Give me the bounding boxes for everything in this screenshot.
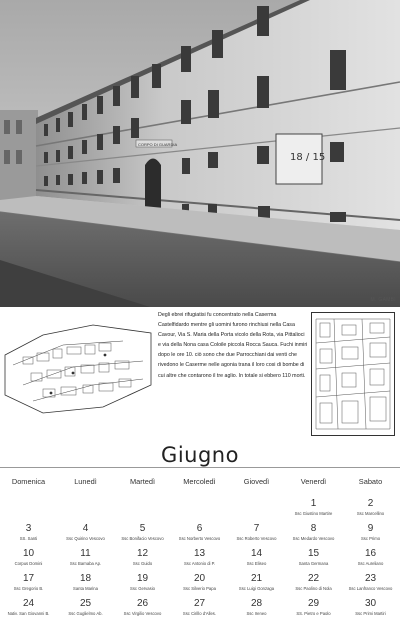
calendar-day-cell (0, 574, 57, 598)
barracks-building-image (0, 0, 400, 307)
saint-of-day: Ssc Silverio Papa (183, 586, 216, 591)
day-number: 11 (80, 548, 91, 559)
day-number: 28 (250, 598, 263, 609)
calendar-day-cell (57, 524, 114, 548)
day-number: 24 (22, 598, 35, 609)
city-map-right (311, 312, 395, 436)
map-and-caption-strip (0, 307, 400, 435)
door-sign-text: CORPO DI GUARDIA (138, 142, 178, 147)
saint-of-day: Ssc Virgilio Vescovo (123, 611, 162, 616)
saint-of-day: SS. Pietro e Paolo (296, 611, 331, 616)
day-number: 25 (79, 598, 92, 609)
day-number: 30 (364, 598, 377, 609)
day-number: 3 (25, 523, 32, 534)
calendar-day-cell (342, 549, 399, 573)
day-number: 4 (82, 523, 89, 534)
day-number: 26 (136, 598, 149, 609)
calendar-day-cell (342, 599, 399, 623)
saint-of-day: Ssc Gervasio (130, 586, 155, 591)
saint-of-day: Ssc Quirino Vescovo (66, 536, 105, 541)
day-number: 15 (307, 548, 320, 559)
weekday-header-row (0, 477, 400, 489)
calendar-day-cell (342, 499, 399, 523)
day-number: 29 (307, 598, 320, 609)
saint-of-day: Ssc Cirillo d'Alles. (182, 611, 217, 616)
calendar-day-cell (342, 524, 399, 548)
day-number: 5 (139, 523, 146, 534)
calendar-day-cell (171, 524, 228, 548)
saint-of-day: Santa Germana (298, 561, 329, 566)
day-number: 6 (196, 523, 203, 534)
day-number: 2 (367, 498, 374, 509)
weekday-label: Sabato (358, 477, 383, 486)
saint-of-day: Ssc Medardo Vescovo (292, 536, 335, 541)
saint-of-day: Ssc Luigi Gonzaga (238, 586, 275, 591)
day-number: 14 (250, 548, 263, 559)
day-number: 7 (253, 523, 260, 534)
day-number: 27 (193, 598, 206, 609)
calendar-day-cell (57, 549, 114, 573)
calendar-day-cell (114, 549, 171, 573)
calendar-day-cell (171, 574, 228, 598)
calendar-day-cell (285, 524, 342, 548)
calendar-day-cell (228, 549, 285, 573)
day-number: 16 (364, 548, 377, 559)
calendar-day-cell (114, 574, 171, 598)
saint-of-day: Ssc Guglielmo Ab. (68, 611, 103, 616)
weekday-label: Venerdì (300, 477, 327, 486)
saint-of-day: Santa Marina (73, 586, 98, 591)
calendar-day-cell (171, 599, 228, 623)
saint-of-day: Ssc Norberto Vescovo (178, 536, 221, 541)
saint-of-day: Nativ. San Giovanni B. (7, 611, 50, 616)
saint-of-day: Corpus Domini (14, 561, 43, 566)
saint-of-day: Ssc Antonio di P. (183, 561, 216, 566)
day-number: 19 (136, 573, 149, 584)
saint-of-day: Ssc Gregorio B. (13, 586, 44, 591)
month-title: Giugno (161, 443, 239, 467)
caption-paragraph: Degli ebrei rifugiatisi fu concentrato nella Caserma Castelfidardo mentre gli uomini furono rinchiusi nella Casa Cavour, Via S. Maria della Porta vicolo della Rota, via Pittalioci e via della Nona casa Coloile piccola Rocca Sauca. Fuchi inmiri dopo le ore 10. ciò sono che due Parrocchiani dai venti che rivedono le Caserme nelle agonia trana il loro cosi di bombe di cui altre che contarono il tre aglio. In totale si ebbero 110 morti. (158, 312, 308, 379)
historic-photo (0, 0, 400, 307)
saint-of-day: Ssc Lanfranco Vescovo (348, 586, 393, 591)
photo-credit: M. GAMBI (370, 297, 396, 303)
saint-of-day: Ssc Guido (132, 561, 153, 566)
saint-of-day: Ssc Barnaba Ap. (69, 561, 102, 566)
day-number: 1 (310, 498, 317, 509)
weekday-label: Domenica (11, 477, 46, 486)
saint-of-day: Ssc Giustino Martire (294, 511, 333, 516)
saint-of-day: Ssc Bonifacio Vescovo (121, 536, 164, 541)
calendar-day-cell (285, 499, 342, 523)
day-number: 17 (22, 573, 35, 584)
saint-of-day: Ssc Marcellino (356, 511, 385, 516)
calendar-day-cell (285, 549, 342, 573)
day-number: 9 (367, 523, 374, 534)
calendar-day-cell (285, 599, 342, 623)
day-number: 23 (364, 573, 377, 584)
saint-of-day: Ssc Aureliano (357, 561, 384, 566)
calendar-day-cell (228, 599, 285, 623)
day-number: 8 (310, 523, 317, 534)
weekday-label: Giovedì (243, 477, 270, 486)
day-number: 13 (193, 548, 206, 559)
weekday-label: Mercoledì (183, 477, 216, 486)
calendar-day-cell (57, 574, 114, 598)
saint-of-day: Ssc Primo (360, 536, 381, 541)
calendar-day-cell (285, 574, 342, 598)
saint-of-day: Ssc Roberto Vescovo (236, 536, 277, 541)
day-number: 10 (22, 548, 35, 559)
weekday-label: Martedì (129, 477, 156, 486)
calendar-day-cell (0, 549, 57, 573)
calendar-divider (0, 467, 400, 468)
calendar-day-cell (171, 549, 228, 573)
day-number: 18 (79, 573, 92, 584)
calendar-day-cell (342, 574, 399, 598)
calendar-day-cell (228, 574, 285, 598)
weekday-label: Lunedì (74, 477, 97, 486)
calendar-day-cell (57, 599, 114, 623)
calendar-day-cell (228, 524, 285, 548)
poster-text: 18 / 15 (290, 152, 326, 163)
day-number: 20 (193, 573, 206, 584)
calendar-day-cell (114, 524, 171, 548)
saint-of-day: SS. Santi (19, 536, 38, 541)
calendar-day-cell (114, 599, 171, 623)
calendar-day-cell (0, 524, 57, 548)
day-number: 21 (250, 573, 263, 584)
calendar-day-cell (0, 599, 57, 623)
saint-of-day: Ssc Primi Martiri (355, 611, 386, 616)
city-map-left (3, 315, 153, 415)
saint-of-day: Ssc Paolino di Nola (295, 586, 332, 591)
day-number: 22 (307, 573, 320, 584)
saint-of-day: Ssc Ireneo (246, 611, 267, 616)
day-number: 12 (136, 548, 149, 559)
saint-of-day: Ssc Eliseo (246, 561, 267, 566)
